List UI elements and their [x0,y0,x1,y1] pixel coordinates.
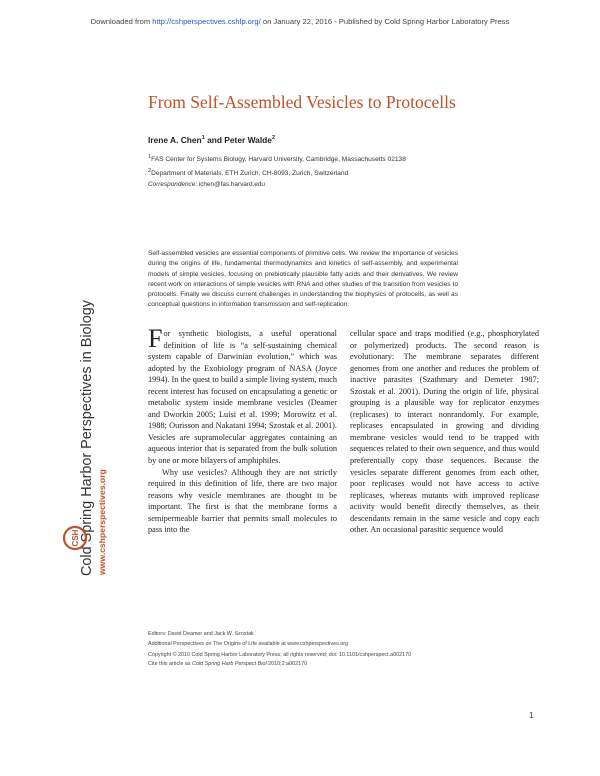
body-paragraph [148,324,337,467]
article-title: From Self-Assembled Vesicles to Protocells [148,92,456,112]
affiliation-mark: 2 [148,168,152,174]
body-paragraph: Why use vesicles? Although they are not strictly required in this definition of life, there are two major reasons why vesicle membranes are thought to be important. The first is that the membrane forms a semipermeable barrier that permits small molecules to pass into the [148,467,337,535]
correspondence-email[interactable]: ichen@fas.harvard.edu [197,181,265,188]
logo-letters: CSH [71,529,80,547]
drop-cap: F [148,324,163,353]
download-prefix: Downloaded from [90,17,153,26]
affiliation [148,154,406,163]
download-banner [0,17,600,26]
citation-prefix: Cite this article as [148,661,193,667]
additional-perspectives: Additional Perspectives on The Origins of Life available at www.cshperspectives.org [148,641,349,647]
paragraph-text: or synthetic biologists, a useful operational definition of life is “a self-sustaining chemical system capable of Darwinian evolution,” which was adopted by the Exobiology program of NASA (Joyce 1994). In the quest to build a simple living system, much recent interest has focused on encapsulating a genetic or metabolic system inside membrane vesicles (Deamer and Dworkin 2005; Luisi et al. 1999; Morowitz et al. 1988; Ourisson and Nakatani 1994; Szostak et al. 2001). Vesicles are supramolecular aggregates containing an aqueous interior that is separated from the bulk solution by one or more bilayers of amphiphiles. [148,329,337,466]
download-suffix: on January 22, 2016 - Published by Cold Spring Harbor Laboratory Press [260,17,510,26]
author-name: Irene A. Chen [148,135,202,145]
abstract: Self-assembled vesicles are essential components of primitive cells. We review the importance of vesicles during the origins of life, fundamental thermodynamics and kinetics of self-assembly, and experimental models of simple vesicles, focusing on prebiotically plausible fatty acids and their derivatives. We review recent work on interactions of simple vesicles with RNA and other studies of the transition from vesicles to protocells. Finally we discuss current challenges in understanding the biophysics of protocells, as well as conceptual questions in information transmission and self-replication. [148,250,458,309]
author-affiliation-mark: 2 [271,135,275,142]
citation-journal: Cold Spring Harb Perspect Biol [192,661,267,667]
affiliation-text: Department of Materials, ETH Zurich, CH-8093, Zurich, Switzerland [151,170,349,178]
affiliation [148,168,348,177]
page-number: 1 [529,711,534,720]
correspondence-label: Correspondence: [148,181,198,188]
citation-suffix: 2010;2:a002170 [266,661,308,667]
author-line [148,135,275,145]
author-affiliation-mark: 1 [201,135,205,142]
body-paragraph: cellular space and traps modified (e.g., phosphorylated or polymerized) products. The second reason is evolutionary: The membrane separates different genomes from one another and reduces the problem of inactive parasites (Szathmary and Demeter 1987; Szostak et al. 2001). During the origin of life, physical grouping is a plausible way for replicator enzymes (replicases) to interact nonrandomly. For example, replicases encapsulated in growing and dividing membrane vesicles would tend to be trapped with sequences related to their own sequence, and thus would preferentially copy those sequences. Because the vesicles separate different genomes from each other, poor replicases would not have access to active replicases, whereas mutants with improved replicase activity would benefit directly themselves, as their descendants remain in the same vesicle and copy each other. An occasional parasitic sequence would [350,329,539,535]
copyright: Copyright © 2010 Cold Spring Harbor Laboratory Press; all rights reserved; doi: 10.1101/cshperspect.a002170 [148,652,412,658]
affiliation-mark: 1 [148,154,152,160]
journal-url[interactable]: www.cshperspectives.org [97,469,107,575]
affiliation-text: FAS Center for Systems Biology, Harvard University, Cambridge, Massachusetts 02138 [151,156,406,164]
body-column-left [148,324,337,536]
body-column-right [350,328,539,536]
correspondence [148,181,265,188]
editors-note: Editors: David Deamer and Jack W. Szostak [148,631,254,637]
author-name: Peter Walde [224,135,272,145]
download-link[interactable]: http://cshperspectives.cshlp.org/ [152,17,261,26]
author-conjunction: and [204,135,225,145]
csh-logo [62,508,88,568]
citation [148,661,307,667]
journal-name: Cold Spring Harbor Perspectives in Biology [79,300,95,576]
